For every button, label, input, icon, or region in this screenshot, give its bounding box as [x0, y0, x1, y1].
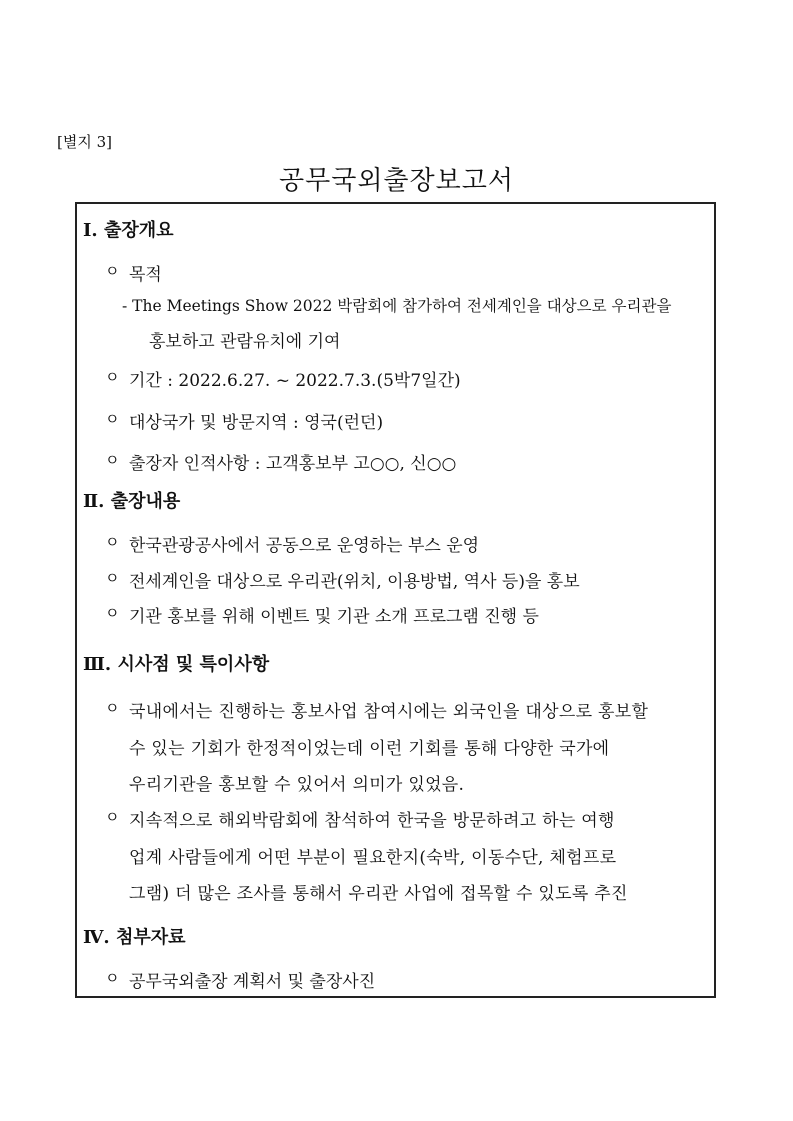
bullet-icon: ㅇ: [105, 533, 120, 551]
bullet-icon: ㅇ: [105, 569, 120, 587]
section-3-heading: Ⅲ. 시사점 및 특이사항: [83, 654, 270, 675]
paragraph-1-line-1: 국내에서는 진행하는 홍보사업 참여시에는 외국인을 대상으로 홍보할: [129, 702, 649, 722]
bullet-icon: ㅇ: [105, 451, 120, 469]
period-text: 기간 : 2022.6.27. ~ 2022.7.3.(5박7일간): [129, 371, 461, 391]
paragraph-2-line-3: 그램) 더 많은 조사를 통해서 우리관 사업에 접목할 수 있도록 추진: [129, 884, 628, 904]
report-box: [75, 202, 716, 998]
section-1-heading: Ⅰ. 출장개요: [83, 220, 174, 241]
purpose-detail-cont-text: 홍보하고 관람유치에 기여: [149, 332, 341, 352]
bullet-icon: ㅇ: [105, 368, 120, 386]
purpose-label: 목적: [129, 265, 162, 285]
paragraph-2-line-1: 지속적으로 해외박람회에 참석하여 한국을 방문하려고 하는 여행: [129, 811, 615, 831]
region-text: 대상국가 및 방문지역 : 영국(런던): [129, 413, 384, 433]
purpose-detail-text: - The Meetings Show 2022 박람회에 참가하여 전세계인을 대상으로 우리관을: [122, 297, 672, 315]
attachment-item: 공무국외출장 계획서 및 출장사진: [129, 972, 376, 992]
bullet-icon: ㅇ: [105, 604, 120, 622]
personnel-text: 출장자 인적사항 : 고객홍보부 고○○, 신○○: [129, 454, 457, 474]
bullet-icon: ㅇ: [105, 699, 120, 717]
paragraph-2-line-2: 업계 사람들에게 어떤 부분이 필요한지(숙박, 이동수단, 체험프로: [129, 848, 617, 868]
bullet-icon: ㅇ: [105, 262, 120, 280]
bullet-icon: ㅇ: [105, 969, 120, 987]
section-2-heading: Ⅱ. 출장내용: [83, 491, 181, 512]
paragraph-1-line-3: 우리기관을 홍보할 수 있어서 의미가 있었음.: [129, 775, 465, 795]
bullet-icon: ㅇ: [105, 410, 120, 428]
content-item-3: 기관 홍보를 위해 이벤트 및 기관 소개 프로그램 진행 등: [129, 607, 539, 627]
content-item-2: 전세계인을 대상으로 우리관(위치, 이용방법, 역사 등)을 홍보: [129, 572, 580, 592]
section-4-heading: Ⅳ. 첨부자료: [83, 927, 186, 948]
paragraph-1-line-2: 수 있는 기회가 한정적이었는데 이런 기회를 통해 다양한 국가에: [129, 739, 610, 759]
document-title: 공무국외출장보고서: [278, 166, 515, 196]
bullet-icon: ㅇ: [105, 808, 120, 826]
annex-label: [별지 3]: [57, 133, 112, 151]
content-item-1: 한국관광공사에서 공동으로 운영하는 부스 운영: [129, 536, 480, 556]
